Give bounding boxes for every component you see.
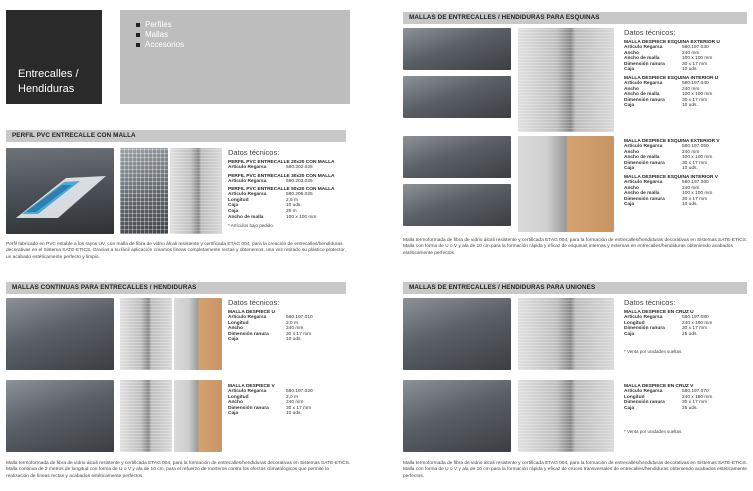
spec-row: Dimensión ranura 30 x 17 mm bbox=[624, 61, 708, 67]
wall-v-photo bbox=[120, 380, 172, 452]
menu-item[interactable]: Accesorios bbox=[136, 40, 350, 50]
corner-int-u-photo bbox=[403, 76, 511, 118]
profile-photo bbox=[6, 148, 114, 234]
spec-row: Longitud 240 x 190 mm bbox=[624, 394, 713, 400]
tech-specs-continuas: Datos técnicos: MALLA DESPIECE U Artículo Regarsa 580.197.010 Longitud 2,0 m Ancho 240 mm Dimensión ranura 30 x 17 mm Caja 10 uds. bbox=[228, 298, 353, 343]
menu-item[interactable]: Perfiles bbox=[136, 20, 350, 30]
spec-row: Longitud 2,0 m bbox=[228, 394, 298, 400]
spec-row: Ancho 240 mm bbox=[624, 50, 700, 56]
spec-row: Caja 10 uds. bbox=[228, 203, 302, 209]
corner-ext-u-photo bbox=[403, 28, 511, 70]
tech-specs-uniones: Datos técnicos: MALLA DESPIECE EN CRUZ U Artículo Regarsa 580.197.080 Longitud 240 x 190 mm Dimensión ranura 30 x 17 mm Caja 25 uds. * Venta por unidades sueltas. bbox=[624, 298, 749, 354]
tech-specs-continuas-v: MALLA DESPIECE V Artículo Regarsa 580.197.020 Longitud 2,0 m Ancho 240 mm Dimensión ranura 30 x 17 mm Caja 10 uds. bbox=[228, 381, 353, 417]
spec-row: Artículo Regarsa 580.203.025 bbox=[228, 178, 313, 184]
spec-row: Artículo Regarsa 580.197.050 bbox=[624, 144, 709, 149]
spec-row: Longitud 2,0 m bbox=[228, 320, 298, 326]
spec-row: Dimensión ranura 30 x 17 mm bbox=[624, 97, 708, 103]
tech-specs-perfil: Datos técnicos: PERFIL PVC ENTRECALLE 20x20 CON MALLA Artículo Regarsa 580.202.025 PERFIL PVC ENTRECALLE 30x20 CON MALLA Artículo Regarsa 580.203.025 PERFIL PVC ENTRECALLE 50x20 CON MALLA Artículo Regarsa 580.205.025 Longitud 2,5 m Caja 10 uds. Caja 25 m Ancho de malla 100 x 100 mm * Artículos bajo pedido. bbox=[228, 148, 353, 228]
spec-row: Ancho 240 mm bbox=[624, 185, 700, 191]
spec-row: Ancho 240 mm bbox=[624, 149, 700, 155]
spec-row: Dimensión ranura 30 x 17 mm bbox=[624, 160, 708, 166]
category-menu bbox=[120, 10, 350, 104]
spec-row: Artículo Regarsa 580.197.010 bbox=[228, 315, 313, 320]
spec-row: Ancho de malla 100 x 100 mm bbox=[624, 155, 713, 161]
section-title-continuas: MALLAS CONTINUAS PARA ENTRECALLES / HENDIDURAS bbox=[6, 282, 346, 294]
mesh-v-photo bbox=[6, 380, 114, 452]
spec-row: Ancho de malla 100 x 100 mm bbox=[228, 214, 317, 220]
spec-row: Caja 10 uds. bbox=[228, 411, 302, 417]
spec-row: Artículo Regarsa 580.197.080 bbox=[624, 315, 709, 320]
facade-u-photo bbox=[174, 298, 222, 370]
spec-row: Dimensión ranura 30 x 17 mm bbox=[624, 196, 708, 202]
cross-u-photo bbox=[403, 298, 511, 370]
description-perfil: Perfil fabricado en PVC estable a los rayos UV, con malla de fibra de vidrio álcali resistente y certificada ETAG 004, para la creación de entrecalles/hendiduras decorativas en el Sistema SATE-ETICS. Gracias a su fácil aplicación creamos líneas completamente rectas y obtenemos, una vez retirado su plástico protector, un acabado estéticamente perfecto y limpio. bbox=[6, 242, 346, 260]
spec-row: Caja 10 uds. bbox=[228, 337, 302, 343]
spec-row: Dimensión ranura 30 x 17 mm bbox=[228, 331, 312, 337]
spec-row: Caja 25 uds. bbox=[624, 331, 698, 337]
wall-u-photo bbox=[120, 298, 172, 370]
spec-row: Artículo Regarsa 580.197.030 bbox=[624, 45, 709, 50]
spec-row: Caja 25 m bbox=[228, 208, 297, 214]
spec-row: Ancho de malla 100 x 100 mm bbox=[624, 92, 713, 98]
cross-u-wall-photo bbox=[518, 298, 614, 370]
spec-row: Dimensión ranura 30 x 17 mm bbox=[624, 400, 708, 406]
spec-row: Longitud 2,5 m bbox=[228, 197, 298, 203]
spec-row: Ancho de malla 100 x 100 mm bbox=[624, 191, 713, 197]
tech-specs-esquinas: Datos técnicos: MALLA DESPIECE ESQUINA EXTERIOR U Artículo Regarsa 580.197.030 Ancho 240 mm Ancho de malla 100 x 100 mm Dimensión ranura 30 x 17 mm Caja 10 uds. MALLA DESPIECE ESQUINA INTERIOR U Artículo Regarsa 580.197.040 Ancho 240 mm Ancho de malla 100 x 100 mm Dimensión ranura 30 x 17 mm Caja 10 uds. bbox=[624, 28, 749, 109]
description-continuas: Malla termoformada de fibra de vidrio álcali resistente y certificada ETAG 004, para la formación de entrecalles/hendiduras decorativas en Sistemas SATE-ETICS. Malla continua de 2 metros de longitud con forma de U o V y ala de 10 cm, para el refuerzo de morteros contra los efectos climatológicos que permite la realización de líneas rectas y acabados estéticamente perfectos. bbox=[6, 461, 351, 479]
description-esquinas: Malla termoformada de fibra de vidrio álcali resistente y certificada ETAG 004, para la formación de entrecalles/hendiduras decorativas en Sistemas SATE-ETICS. Malla con forma de U o V y ala de 10 cm para la formación rápida y eficaz de esquinas internas y externas en entrecalles/hendiduras obteniendo acabados estéticamente perfectos. bbox=[403, 238, 748, 256]
cross-v-wall-photo bbox=[518, 380, 614, 452]
corner-v-wall-photo bbox=[518, 136, 614, 232]
chapter-title: Entrecalles / Hendiduras bbox=[18, 68, 79, 95]
spec-row: Ancho de malla 100 x 100 mm bbox=[624, 56, 713, 62]
section-title-perfil: PERFIL PVC ENTRECALLE CON MALLA bbox=[6, 130, 346, 142]
chapter-title-box bbox=[6, 10, 102, 104]
facade-v-photo bbox=[174, 380, 222, 452]
section-title-esquinas: MALLAS DE ENTRECALLES / HENDIDURAS PARA ESQUINAS bbox=[403, 12, 747, 24]
spec-row: Artículo Regarsa 580.197.060 bbox=[624, 179, 709, 185]
mesh-photo bbox=[120, 148, 168, 234]
mesh-u-photo bbox=[6, 298, 114, 370]
spec-row: Caja 10 uds. bbox=[624, 166, 698, 172]
wall-photo bbox=[170, 148, 222, 234]
spec-row: Caja 10 uds. bbox=[624, 67, 698, 73]
spec-row: Caja 25 uds. bbox=[624, 405, 698, 411]
spec-row: Dimensión ranura 30 x 17 mm bbox=[624, 326, 708, 332]
corner-int-v-photo bbox=[403, 184, 511, 226]
spec-row: Artículo Regarsa 580.197.020 bbox=[228, 389, 313, 394]
tech-specs-uniones-v: MALLA DESPIECE EN CRUZ V Artículo Regarsa 580.197.070 Longitud 240 x 190 mm Dimensión ranura 30 x 17 mm Caja 25 uds. * Venta por unidades sueltas. bbox=[624, 381, 749, 434]
spec-row: Artículo Regarsa 580.205.025 bbox=[228, 192, 313, 198]
spec-row: Ancho 240 mm bbox=[624, 86, 700, 92]
menu-item[interactable]: Mallas bbox=[136, 30, 350, 40]
spec-row: Dimensión ranura 30 x 17 mm bbox=[228, 405, 312, 411]
pvc-profile-illustration bbox=[6, 148, 114, 234]
cross-v-photo bbox=[403, 380, 511, 452]
spec-row: Ancho 240 mm bbox=[228, 400, 304, 406]
spec-row: Artículo Regarsa 580.197.040 bbox=[624, 80, 709, 86]
spec-row: Longitud 240 x 190 mm bbox=[624, 320, 713, 326]
tech-specs-esquinas-v: MALLA DESPIECE ESQUINA EXTERIOR V Artículo Regarsa 580.197.050 Ancho 240 mm Ancho de malla 100 x 100 mm Dimensión ranura 30 x 17 mm Caja 10 uds. MALLA DESPIECE ESQUINA INTERIOR V Artículo Regarsa 580.197.060 Ancho 240 mm Ancho de malla 100 x 100 mm Dimensión ranura 30 x 17 mm Caja 10 uds. bbox=[624, 136, 749, 208]
spec-row: Artículo Regarsa 580.197.070 bbox=[624, 389, 709, 394]
spec-row: Ancho 240 mm bbox=[228, 326, 304, 332]
description-uniones: Malla termoformada de fibra de vidrio álcali resistente y certificada ETAG 004, para la formación de entrecalles/hendiduras decorativas en Sistemas SATE-ETICS. Malla con forma de U o V y ala de 10 cm para la formación rápida y eficaz de cruces transversales de entrecalles/hendiduras obteniendo acabados estéticamente perfectos. bbox=[403, 461, 748, 479]
bullet-icon bbox=[136, 33, 140, 37]
bullet-icon bbox=[136, 23, 140, 27]
corner-ext-v-photo bbox=[403, 136, 511, 178]
spec-row: Artículo Regarsa 580.202.025 bbox=[228, 165, 313, 170]
bullet-icon bbox=[136, 43, 140, 47]
section-title-uniones: MALLAS DE ENTRECALLES / HENDIDURAS PARA UNIONES bbox=[403, 282, 747, 294]
corner-u-wall-photo bbox=[518, 28, 614, 132]
spec-row: Caja 10 uds. bbox=[624, 202, 698, 208]
spec-row: Caja 10 uds. bbox=[624, 103, 698, 109]
